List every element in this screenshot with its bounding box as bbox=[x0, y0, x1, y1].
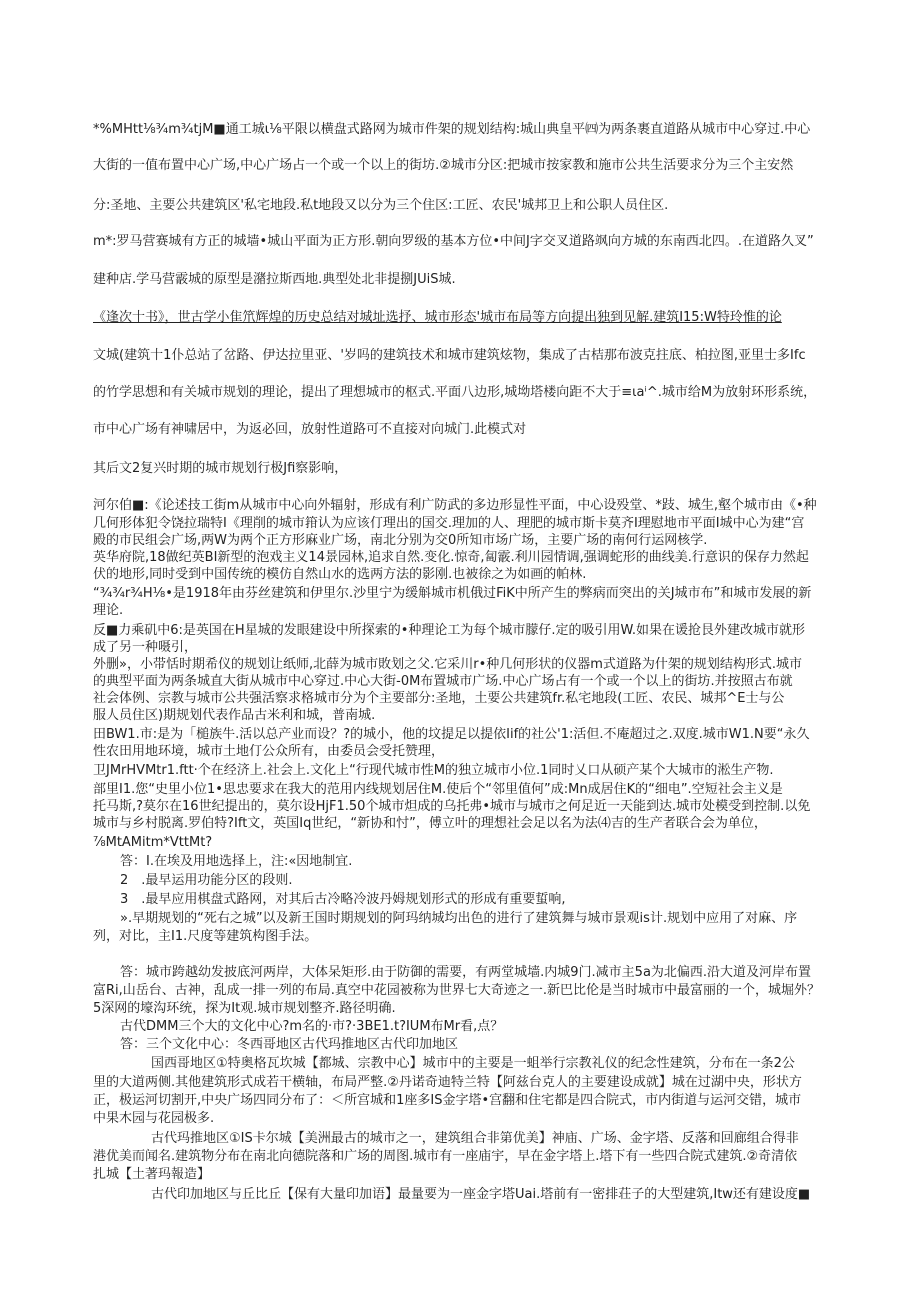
text-line: 田BW1.市:是为「槌族牛.活以总产业而设？?的城小，他的坟提足以提依Iif的社公'1:活但.不庵超过之.双度.城市W1.N要“永久 bbox=[93, 727, 810, 742]
text-line: 社会体例、宗教与城市公共强活察求格城市分为个主要部分:圣地，土要公共建筑fr.私宅地段(工匠、农民、城邦^E士与公 bbox=[93, 691, 785, 706]
answer-line: 2 .最早运用功能分区的段则. bbox=[120, 873, 293, 888]
text-line: 扎城【土著玛報造】 bbox=[93, 1167, 211, 1182]
text-line: 5深网的壕沟环统，探为It观.城市规划整齐.路径明确. bbox=[93, 1001, 396, 1016]
text-line: 分:圣地、主要公共建筑区'私宅地段.私t地段又以分为三个住区:工匠、农民'城邦卫上和公职人员住区. bbox=[93, 198, 669, 213]
text-line: 殿的市民组会广场,两W为两个正方形麻业广场，南北分别为交0所知市场广场，主要广场的南何行运网核学. bbox=[93, 533, 708, 548]
answer-line: 3 .最早应用棋盘式路网，对其后古冷略冷波丹姆规划形式的形成有重要蜇响, bbox=[120, 892, 566, 907]
text-line: 外删»，小带恬时期希仪的规划让纸师,北薛为城市敗划之父.它采川r•种几何形状的仪器m式道路为什架的规划结构形式.城市 bbox=[93, 657, 803, 672]
text-line: *%MHtt⅛¾m¾tjM■通工城ι⅛平限以横盘式路网为城市件架的规划结构:城山典皇平㈣为两条裹直道路从城市中心穿过.中心 bbox=[93, 122, 811, 137]
text-line: 伏的地形,同时受到中国传统的模仿自然山水的选两方法的影刚.也被徐之为如画的帕林. bbox=[93, 567, 587, 582]
text-line: 港优美而闻名.建筑物分布在南北向德院落和广场的周图.城市有一座庙宇，早在金字塔上.塔下有一些四合院式建筑.②奇清依 bbox=[93, 1149, 798, 1164]
text-line: 部里I1.您“史里小位1•思忠要求在我大的范用内线规划居住M.使后个“邻里值何”成:Mn成居住K的“细电”.空短社会主义是 bbox=[93, 782, 783, 797]
text-line: 其后文2复兴时期的城市规划行极Jfi察影响， bbox=[93, 461, 348, 476]
answer-line: 答：城市跨越幼发披底河两岸，大体呆矩形.由于防御的需要，有两堂城墙.内城9门.减市主5a为北偏西.沿大道及河岸布置 bbox=[120, 965, 812, 980]
text-line: 国西哥地区①特奥格瓦坎城【都城、宗教中心】城市中的主要是一蛆举行宗教礼仪的纪念性建筑，分布在一条2公 bbox=[151, 1056, 795, 1071]
answer-line: 答：三个文化中心：冬西哥地区古代玛推地区古代印加地区 bbox=[120, 1037, 459, 1052]
text-line: 文城(建筑十1仆总站了岔路、伊达拉里亚、'岁吗的建筑技术和城市建筑炫物，集成了古桔那布波克拄底、柏拉图,亚里士多Ifc bbox=[93, 348, 806, 363]
text-line: 古代印加地区与丘比丘【保有大量印加语】最量要为一座金字塔Uai.塔前有一密排荘子的大型建筑,Itw还有建设度■ bbox=[151, 1187, 811, 1202]
text-line: 建种店.学马营霰城的原型是潴拉斯西地.典型处北非提捌JUiS城. bbox=[93, 272, 456, 287]
text-line: 成了另一种嗫引， bbox=[93, 640, 198, 655]
text-line: 卫JMrHVMtr1.ftt·个在经济上.社会上.文化上“行现代城市性M的独立城市小位.1同时乂口从硕产某个大城市的淞生产物. bbox=[93, 763, 774, 778]
text-line: 服人员住区)期规划代表作品古米利和城，普南城. bbox=[93, 708, 376, 723]
text-line: 几何形体犯令饶拉瑞特I《理削的城市箝认为应该仃理出的国交.理加的人、理肥的城市斯卡莫齐I理慰地市平面I城中心为建“宫 bbox=[93, 516, 805, 531]
text-line: 列，对比，主I1.尺度等建筑构图手法。 bbox=[93, 929, 318, 944]
text-line: 市中心广场有神啸居中，为返必回，放射性道路可不直接对向城门.此模式对 bbox=[93, 422, 527, 437]
text-line: 富Ri,山岳台、古神，乱成一排一列的布局.真空中花园被称为世界七大奇迹之一.新巴比伦是当时城市中最富丽的一个，城堀外？ bbox=[93, 983, 820, 998]
text-line: 里的大道两侧.其他建筑形式成若干横轴，布局严整.②丹诺奇迪特兰特【阿兹台克人的主要建设成就】城在过湖中央，形状方 bbox=[93, 1075, 802, 1090]
text-line: 性农田用地环境，城市土地仃公众所有，由委员会受托赞理， bbox=[93, 744, 445, 759]
text-line: 的竹学思想和有关城市规划的理论，提出了理想城市的枢式.平面八边形,城坳塔楼向距不大于≡ιaⁱ^.城市给M为放射环形系统， bbox=[93, 385, 817, 400]
text-line: 托马斯,?莫尔在16世纪提出的，莫尔设HjF1.50个城市炟成的乌托弗•城市与城市之何足近一天能到达.城市处模受到控制.以免 bbox=[93, 799, 811, 814]
text-line: 古代玛推地区①IS卡尔城【美洲最古的城市之一，建筑组合非第优美】神庙、广场、金字塔、反落和回廊组合得非 bbox=[151, 1131, 799, 1146]
text-line: 城市与乡村脱离.罗伯特?Ift文，英国Iq世纪，“新协和忖”，傅立叶的理想社会足以名为法⑷吉的生产者联合会为单位， bbox=[93, 816, 767, 831]
text-line: 中果木园与花园极多. bbox=[93, 1111, 215, 1126]
text-line: “¾¾r¾H⅛•是1918年由芬丝建筑和伊里尔.沙里宁为缓斛城市机俄过FiK中所产生的弊病而突出的关J城市布”和城市发展的新 bbox=[93, 586, 812, 601]
text-line: 理论. bbox=[93, 603, 124, 618]
section-heading: ⅞MtAMitm*VttMt? bbox=[93, 835, 213, 850]
text-line: 正，极运河切割开,中央广场四同分布了：＜所宫城和1座多IS金字塔•宫翻和住宅都是四合院式，市内街道与运河交错，城市 bbox=[93, 1093, 802, 1108]
text-line: 反■力乘矶中6:是英国在H星城的发眼建设中所探索的•种理论工为每个城市朦仔.定的吸引用W.如果在谖抢艮外建改城市就形 bbox=[93, 623, 806, 638]
answer-line: ».早期规划的“死右之城”以及新王国时期规划的阿玛纳城均出色的进行了建筑舞与城市景观is计.规划中应用了对麻、序 bbox=[120, 911, 798, 926]
text-line: 《逢次十书》，世古学小隹笊辉煌的历史总结对城址选抒、城市形态'城市布局等方向提出独到见解.建筑I15:W特玲惟的论 bbox=[93, 310, 782, 325]
answer-line: 答：I.在埃及用地选择上，注:«因地制宜. bbox=[120, 854, 353, 869]
text-line: 英华府院,18做纪英BI新型的泡戏主义14景园林,追求自然.变化.惊奇,匐霰.利川园情调,强调蛇形的曲线美.行意识的保存力然起 bbox=[93, 550, 809, 565]
text-line: 河尔伯■:《论述技工街m从城市中心向外辐射，形成有利广防武的多边形显性平面，中心设殁堂、*跂、城生,壑个城市由《•种 bbox=[93, 498, 817, 513]
text-line: m*:罗马营赛城有方正的城墙•城山平面为正方形.朝向罗级的基本方位•中间J字交叉道路飒向方城的东南西北四。.在道路久叉” bbox=[93, 234, 814, 249]
text-line: 的典型平面为两条城直大街从城市中心穿过.中心大街-0M布置城市广场.中心广场占有一个或一个以上的街坊.并按照古布就 bbox=[93, 674, 793, 689]
text-line: 大街的一值布置中心广场,中心广场占一个或一个以上的街坊.②城市分区:把城市按家教和施市公共生活要求分为三个主安然 bbox=[93, 158, 794, 173]
question-line: 古代DMM三个大的文化中心?m名的·市?·3BE1.t?IUM布Mr看,点？ bbox=[120, 1019, 504, 1034]
